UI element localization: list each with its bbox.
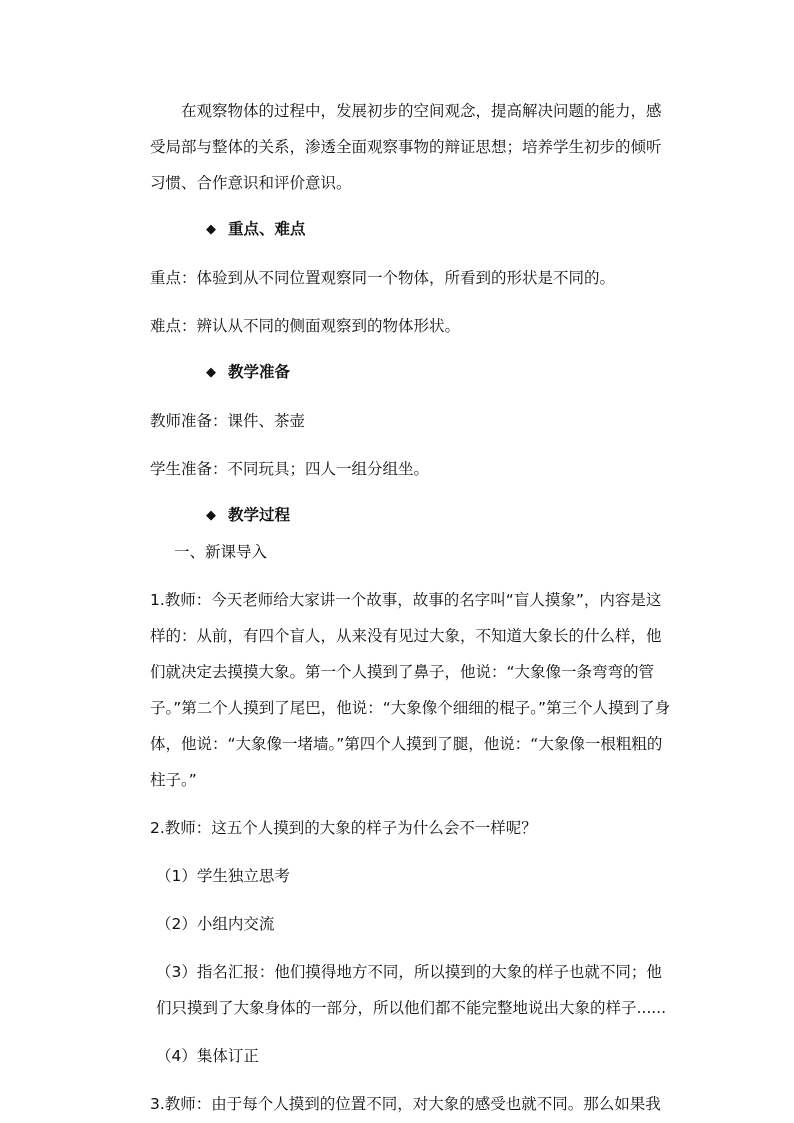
teacher-preparation: 教师准备：课件、茶壶: [150, 412, 306, 430]
section-heading-label: 重点、难点: [228, 220, 306, 238]
student-preparation: 学生准备：不同玩具；四人一组分组坐。: [150, 460, 430, 478]
list-item: （3）指名汇报：他们摸得地方不同，所以摸到的大象的样子也就不同；他们只摸到了大象身体的一部分，所以他们都不能完整地说出大象的样子......: [156, 963, 667, 1017]
section-heading-key-points: [150, 211, 676, 248]
process-step-1: 1.教师：今天老师给大家讲一个故事，故事的名字叫“盲人摸象”，内容是这样的：从前，有四个盲人，从来没有见过大象，不知道大象长的什么样，他们就决定去摸摸大象。第一个人摸到了鼻子，他说：“大象像一条弯弯的管子。”第二个人摸到了尾巴，他说：“大象像个细细的棍子。”第三个人摸到了身体，他说：“大象像一堵墙。”第四个人摸到了腿，他说：“大象像一根粗粗的柱子。”: [150, 591, 671, 789]
section-heading-process: [150, 497, 676, 534]
key-point-focus: 重点：体验到从不同位置观察同一个物体，所看到的形状是不同的。: [150, 269, 616, 287]
intro-paragraph: 在观察物体的过程中，发展初步的空间观念，提高解决问题的能力，感受局部与整体的关系，渗透全面观察事物的辩证思想；培养学生初步的倾听习惯、合作意识和评价意识。: [150, 102, 662, 192]
section-heading-label: 教学准备: [228, 363, 291, 381]
section-heading-label: 教学过程: [228, 506, 291, 524]
process-step-2: 2.教师：这五个人摸到的大象的样子为什么会不一样呢？: [150, 819, 537, 837]
process-step-3: 3.教师：由于每个人摸到的位置不同，对大象的感受也就不同。那么如果我: [150, 1095, 661, 1113]
list-item: （4）集体订正: [156, 1047, 259, 1065]
key-point-difficulty: 难点：辨认从不同的侧面观察到的物体形状。: [150, 317, 461, 335]
diamond-bullet-icon: ◆: [206, 508, 216, 523]
list-item: （1）学生独立思考: [156, 867, 290, 885]
diamond-bullet-icon: ◆: [206, 365, 216, 380]
section-heading-preparation: [150, 354, 676, 391]
diamond-bullet-icon: ◆: [206, 222, 216, 237]
list-item: （2）小组内交流: [156, 915, 275, 933]
process-subheading: 一、新课导入: [174, 543, 268, 561]
